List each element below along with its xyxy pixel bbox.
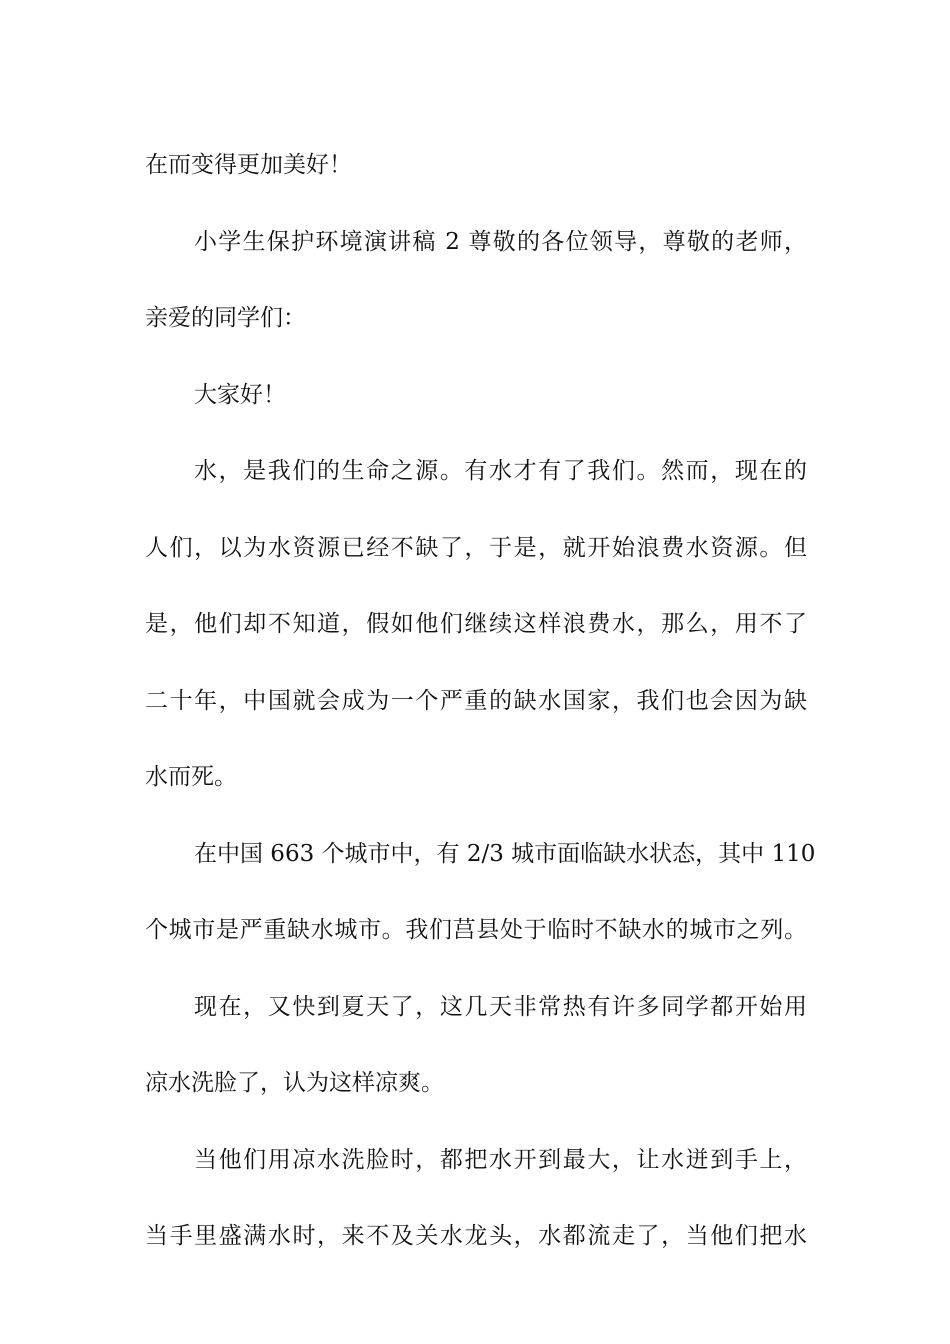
- text-line: 现在，又快到夏天了，这几天非常热有许多同学都开始用: [194, 993, 807, 1020]
- text-line: 大家好！: [194, 381, 286, 408]
- text-line: 是，他们却不知道，假如他们继续这样浪费水，那么，用不了: [145, 611, 807, 637]
- document-body: [145, 127, 816, 1275]
- text-line: 在而变得更加美好！: [145, 152, 352, 178]
- text-line: 小学生保护环境演讲稿 2 尊敬的各位领导，尊敬的老师，: [194, 228, 807, 255]
- text-line: 在中国 663 个城市中，有 2/3 城市面临缺水状态，其中 110: [194, 840, 816, 867]
- text-line: 当手里盛满水时，来不及关水龙头，水都流走了，当他们把水: [145, 1223, 807, 1249]
- text-line: 凉水洗脸了，认为这样凉爽。: [145, 1070, 444, 1096]
- text-line: 人们，以为水资源已经不缺了，于是，就开始浪费水资源。但: [145, 534, 807, 561]
- text-line: 水，是我们的生命之源。有水才有了我们。然而，现在的: [194, 458, 807, 484]
- text-line: 亲爱的同学们：: [145, 305, 306, 331]
- text-line: 水而死。: [145, 764, 237, 790]
- text-line: 二十年，中国就会成为一个严重的缺水国家，我们也会因为缺: [145, 687, 807, 714]
- text-line: 当他们用凉水洗脸时，都把水开到最大，让水迸到手上，: [194, 1146, 807, 1173]
- text-line: 个城市是严重缺水城市。我们莒县处于临时不缺水的城市之列。: [145, 917, 807, 943]
